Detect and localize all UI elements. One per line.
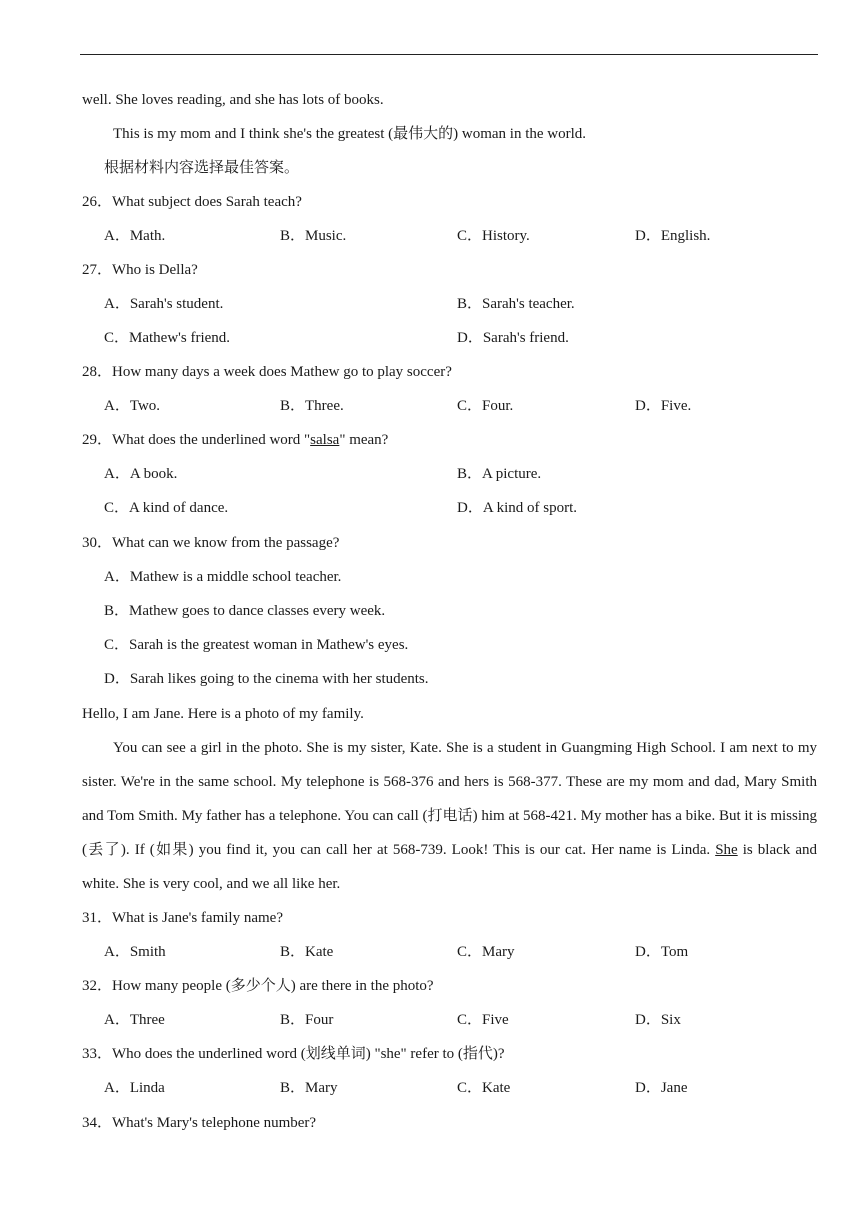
question-31-option-a[interactable]: A．Smith <box>104 944 166 960</box>
question-26-option-b[interactable]: B．Music. <box>280 228 347 244</box>
question-31-option-b[interactable]: B．Kate <box>280 944 334 960</box>
question-32-option-a[interactable]: A．Three <box>104 1012 165 1028</box>
question-32-option-c[interactable]: C．Five <box>457 1012 509 1028</box>
passage2-body-end: is black and white. She is very cool, and we all like her. <box>82 842 818 892</box>
question-28-option-b[interactable]: B．Three. <box>280 398 344 414</box>
question-31-stem: 31．What is Jane's family name? <box>82 910 283 926</box>
question-33-option-b[interactable]: B．Mary <box>280 1080 338 1096</box>
question-31-option-c[interactable]: C．Mary <box>457 944 515 960</box>
question-29-stem-pre: 29．What does the underlined word " <box>82 432 311 448</box>
question-29-option-c[interactable]: C．A kind of dance. <box>104 500 229 516</box>
question-30-option-d[interactable]: D．Sarah likes going to the cinema with her students. <box>104 671 429 687</box>
question-34-stem: 34．What's Mary's telephone number? <box>82 1115 317 1131</box>
question-33-option-d[interactable]: D．Jane <box>635 1080 688 1096</box>
question-29-underlined-word: salsa <box>310 432 340 448</box>
header-rule <box>80 54 818 55</box>
question-30-option-a[interactable]: A．Mathew is a middle school teacher. <box>104 569 342 585</box>
question-27-option-a[interactable]: A．Sarah's student. <box>104 296 224 312</box>
question-27-option-d[interactable]: D．Sarah's friend. <box>457 330 569 346</box>
question-27-option-b[interactable]: B．Sarah's teacher. <box>457 296 575 312</box>
passage1-continuation: well. She loves reading, and she has lots of books. <box>82 92 384 108</box>
question-28-stem: 28．How many days a week does Mathew go to play soccer? <box>82 364 452 380</box>
question-31-option-d[interactable]: D．Tom <box>635 944 689 960</box>
question-27-stem: 27．Who is Della? <box>82 262 198 278</box>
question-33-option-a[interactable]: A．Linda <box>104 1080 165 1096</box>
question-30-option-b[interactable]: B．Mathew goes to dance classes every week. <box>104 603 386 619</box>
instruction: 根据材料内容选择最佳答案。 <box>104 160 300 176</box>
question-32-option-d[interactable]: D．Six <box>635 1012 681 1028</box>
passage2-underlined-word: She <box>715 842 738 858</box>
question-29-option-d[interactable]: D．A kind of sport. <box>457 500 578 516</box>
passage2-body <box>82 731 817 901</box>
question-28-option-c[interactable]: C．Four. <box>457 398 514 414</box>
question-28-option-d[interactable]: D．Five. <box>635 398 692 414</box>
question-29-stem <box>82 430 388 450</box>
question-32-option-b[interactable]: B．Four <box>280 1012 334 1028</box>
question-29-stem-post: " mean? <box>339 432 389 448</box>
passage2-body-text: You can see a girl in the photo. She is my sister, Kate. She is a student in Guangming High School. I am next to my sister. We're in the same school. My telephone is 568-376 and hers is 568-377. These are my mom and dad, Mary Smith and Tom Smith. My father has a telephone. You can call (打电话) him at 568-421. My mother has a bike. But it is missing (丢了). If (如果) you find it, you can call her at 568-739. Look! This is our cat. Her name is Linda. <box>82 740 817 858</box>
question-30-option-c[interactable]: C．Sarah is the greatest woman in Mathew's eyes. <box>104 637 409 653</box>
question-26-option-d[interactable]: D．English. <box>635 228 711 244</box>
question-26-option-a[interactable]: A．Math. <box>104 228 166 244</box>
question-30-stem: 30．What can we know from the passage? <box>82 535 340 551</box>
question-33-stem: 33．Who does the underlined word (划线单词) "she" refer to (指代)? <box>82 1046 505 1062</box>
question-26-stem: 26．What subject does Sarah teach? <box>82 194 302 210</box>
question-33-option-c[interactable]: C．Kate <box>457 1080 511 1096</box>
question-32-stem: 32．How many people (多少个人) are there in the photo? <box>82 978 434 994</box>
passage2-intro: Hello, I am Jane. Here is a photo of my family. <box>82 706 364 722</box>
question-28-option-a[interactable]: A．Two. <box>104 398 161 414</box>
passage1-last-line: This is my mom and I think she's the greatest (最伟大的) woman in the world. <box>113 126 587 142</box>
question-26-option-c[interactable]: C．History. <box>457 228 530 244</box>
question-29-option-b[interactable]: B．A picture. <box>457 466 542 482</box>
question-29-option-a[interactable]: A．A book. <box>104 466 178 482</box>
question-27-option-c[interactable]: C．Mathew's friend. <box>104 330 231 346</box>
